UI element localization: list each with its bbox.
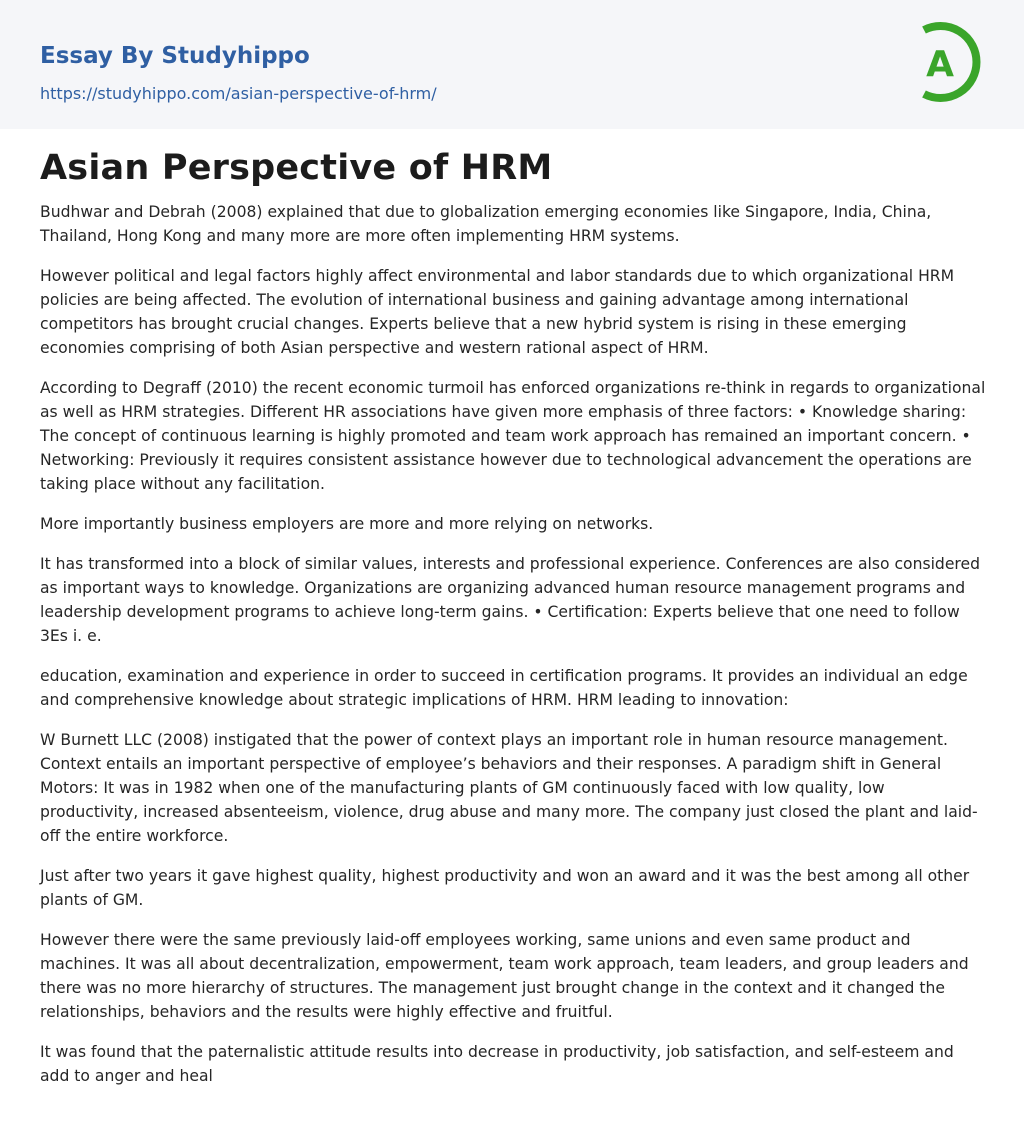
paragraph: education, examination and experience in order to succeed in certification programs. It provides an individual an edge and comprehensive knowledge about strategic implications of HRM. HRM leading to innovation: (40, 667, 968, 709)
paragraph: According to Degraff (2010) the recent economic turmoil has enforced organizations re-think in regards to organizational as well as HRM strategies. Different HR associations have given more emphasis of three factors: • Knowledge sharing: The concept of continuous learning is highly promoted and team work approach has remained an important concern. • Networking: Previously it requires consistent assistance however due to technological advancement the operations are taking place without any facilitation. (40, 379, 986, 493)
paragraph: Just after two years it gave highest quality, highest productivity and won an award and it was the best among all other plants of GM. (40, 867, 970, 909)
paragraph: It was found that the paternalistic attitude results into decrease in productivity, job satisfaction, and self-esteem and add to anger and heal (40, 1043, 954, 1085)
logo-letter: A (926, 44, 954, 85)
paragraph: However political and legal factors highly affect environmental and labor standards due to which organizational HRM policies are being affected. The evolution of international business and gaining advantage among international competitors has brought crucial changes. Experts believe that a new hybrid system is rising in these emerging economies comprising of both Asian perspective and western rational aspect of HRM. (40, 267, 955, 357)
brand-title: Essay By Studyhippo (40, 43, 310, 69)
page-title: Asian Perspective of HRM (40, 148, 553, 188)
paragraph: However there were the same previously laid-off employees working, same unions and even same product and machines. It was all about decentralization, empowerment, team work approach, team leaders, and group leaders and there was no more hierarchy of structures. The management just brought change in the context and it changed the relationships, behaviors and the results were highly effective and fruitful. (40, 931, 969, 1021)
paragraph: More importantly business employers are more and more relying on networks. (40, 515, 654, 533)
essay-body (40, 200, 986, 1104)
paragraph: Budhwar and Debrah (2008) explained that due to globalization emerging economies like Singapore, India, China, Thailand, Hong Kong and many more are more often implementing HRM systems. (40, 203, 932, 245)
paragraph: It has transformed into a block of similar values, interests and professional experience. Conferences are also considered as important ways to knowledge. Organizations are organizing advanced human resource management programs and leadership development programs to achieve long-term gains. • Certification: Experts believe that one need to follow 3Es i. e. (40, 555, 980, 645)
page-header (0, 0, 1024, 129)
studyhippo-logo-icon[interactable] (912, 18, 988, 106)
essay-url-link[interactable]: https://studyhippo.com/asian-perspective-of-hrm/ (40, 84, 437, 103)
paragraph: W Burnett LLC (2008) instigated that the power of context plays an important role in human resource management. Context entails an important perspective of employee’s behaviors and their responses. A paradigm shift in General Motors: It was in 1982 when one of the manufacturing plants of GM continuously faced with low quality, low productivity, increased absenteeism, violence, drug abuse and many more. The company just closed the plant and laid-off the entire workforce. (40, 731, 978, 845)
